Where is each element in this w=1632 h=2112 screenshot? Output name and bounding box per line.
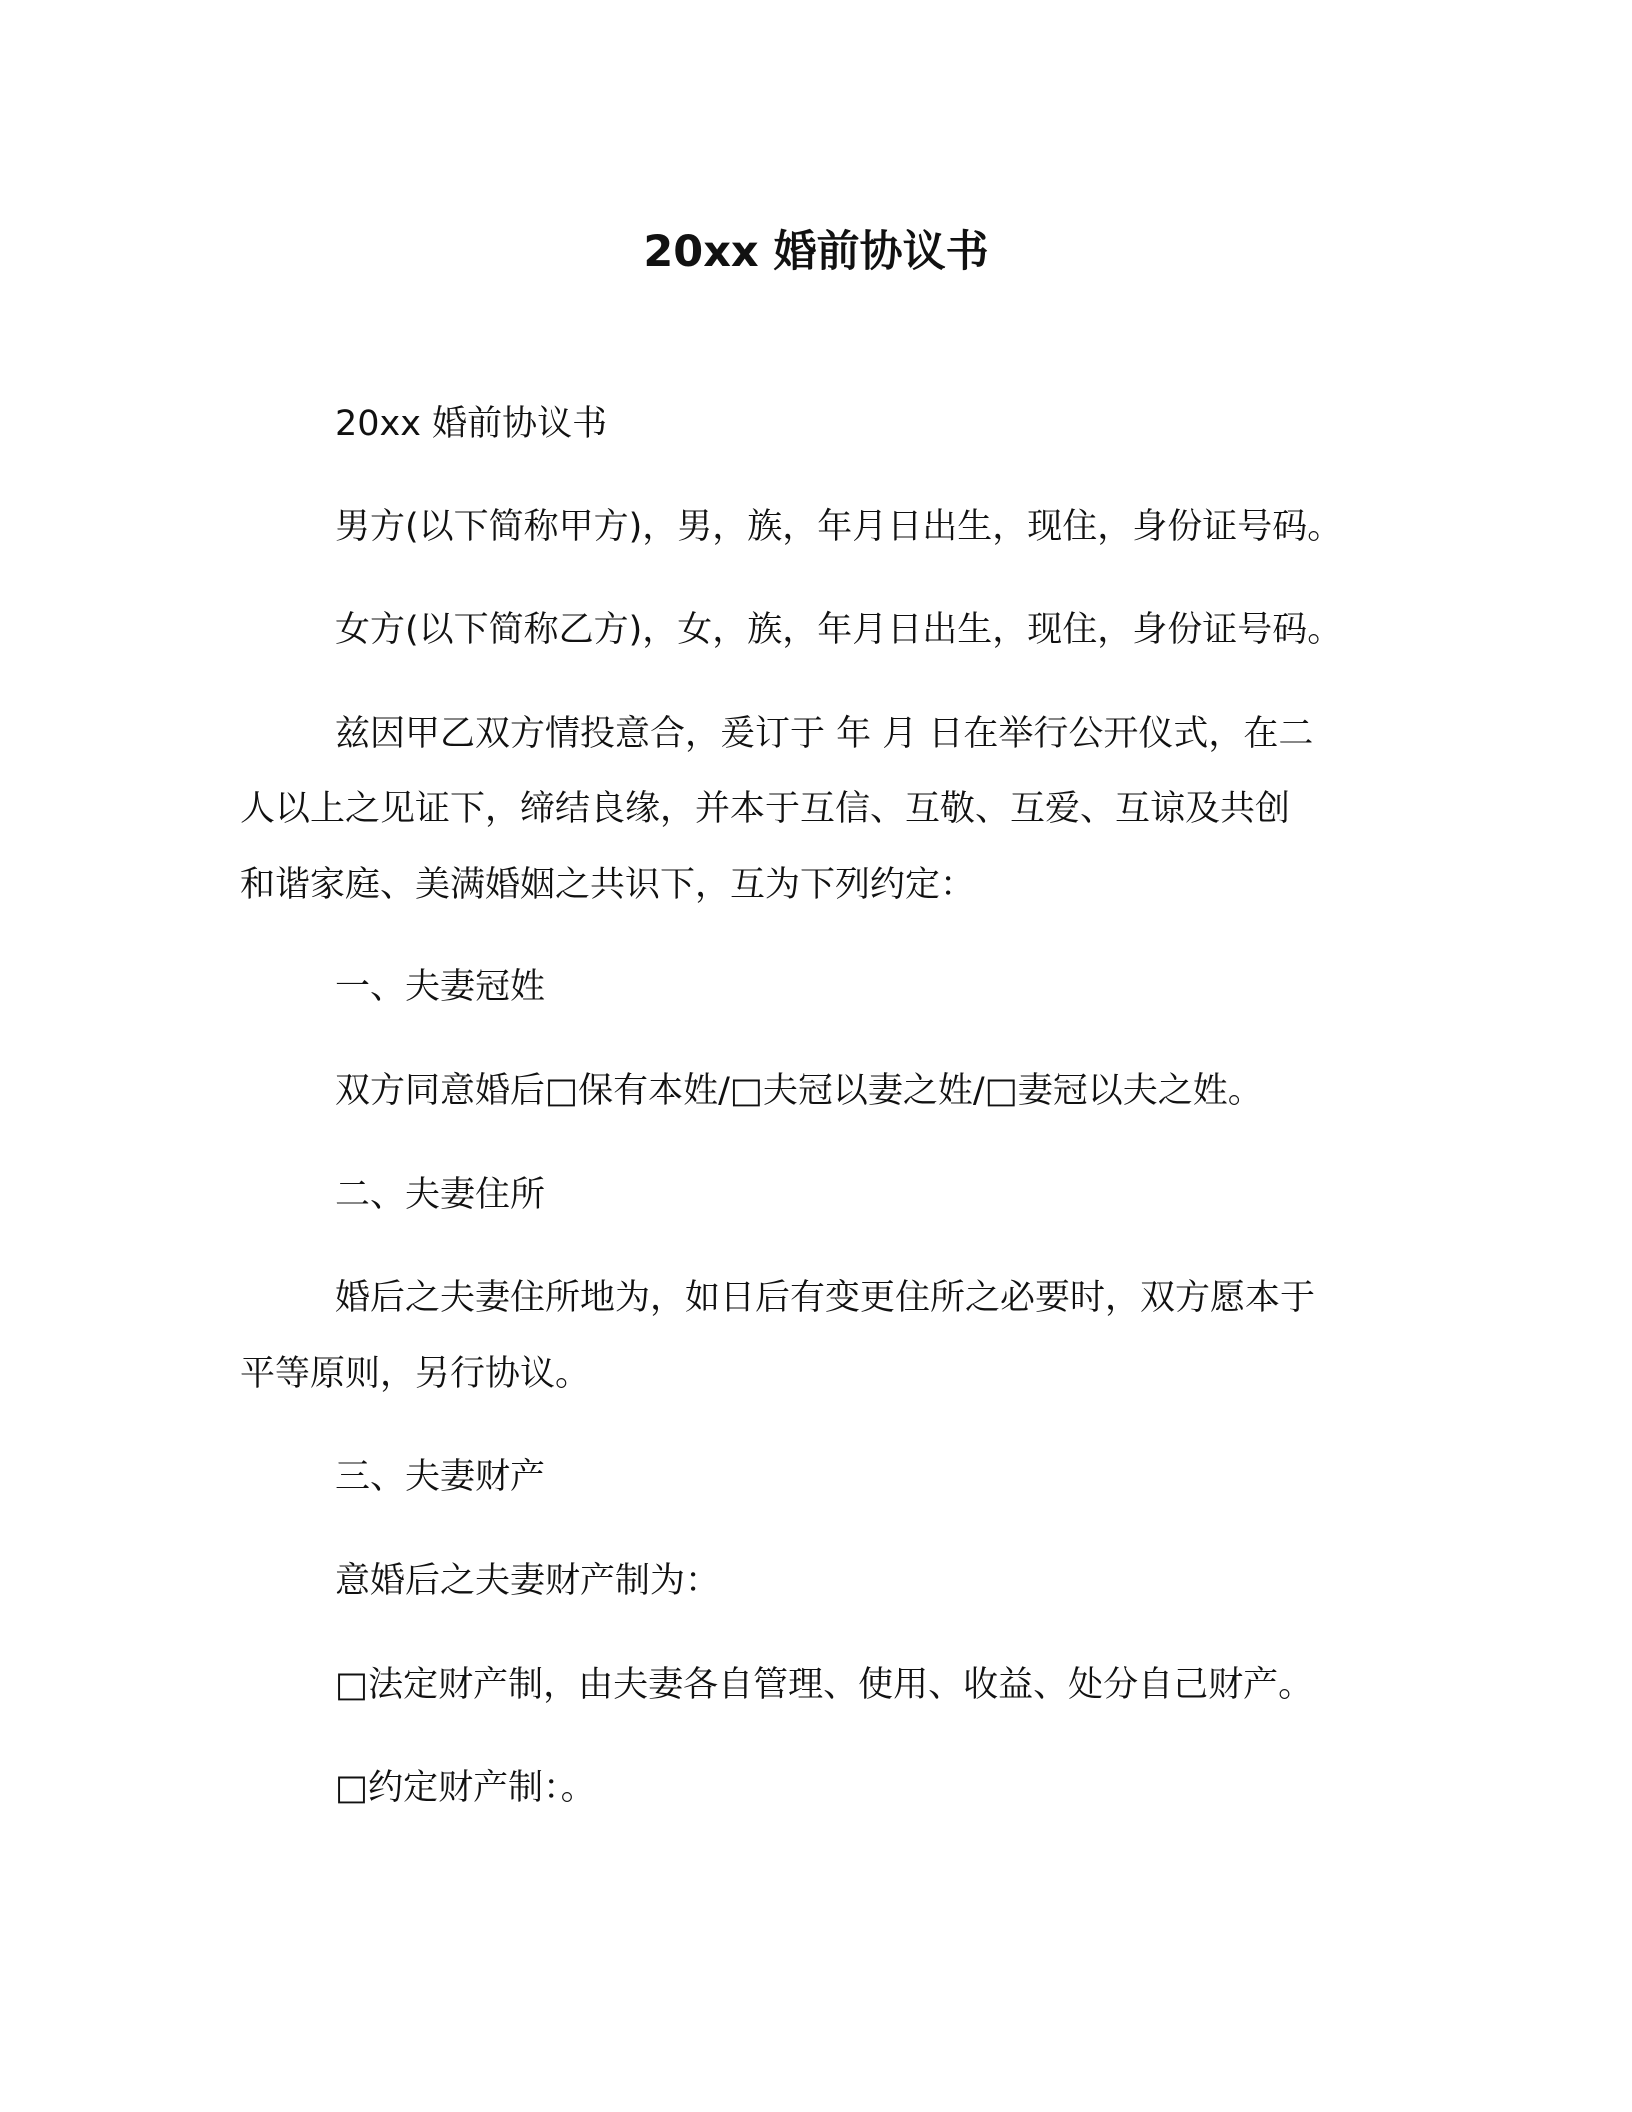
preamble-line-1: 兹因甲乙双方情投意合，爰订于 年 月 日在举行公开仪式，在二 bbox=[335, 714, 1314, 754]
property-option-agreed: □约定财产制：。 bbox=[335, 1768, 596, 1808]
section-heading-residence: 二、夫妻住所 bbox=[335, 1175, 546, 1215]
section-heading-property: 三、夫妻财产 bbox=[335, 1457, 546, 1497]
surname-clause: 双方同意婚后□保有本姓/□夫冠以妻之姓/□妻冠以夫之姓。 bbox=[335, 1071, 1263, 1111]
party-female-line: 女方(以下简称乙方)，女，族，年月日出生，现住，身份证号码。 bbox=[335, 610, 1343, 650]
party-male-line: 男方(以下简称甲方)，男，族，年月日出生，现住，身份证号码。 bbox=[335, 507, 1343, 547]
preamble-line-3: 和谐家庭、美满婚姻之共识下，互为下列约定： bbox=[240, 865, 976, 905]
residence-clause-line-1: 婚后之夫妻住所地为，如日后有变更住所之必要时，双方愿本于 bbox=[335, 1278, 1316, 1318]
preamble-line-2: 人以上之见证下，缔结良缘，并本于互信、互敬、互爱、互谅及共创 bbox=[240, 789, 1291, 829]
subtitle-line: 20xx 婚前协议书 bbox=[335, 404, 608, 444]
property-option-statutory: □法定财产制，由夫妻各自管理、使用、收益、处分自己财产。 bbox=[335, 1665, 1314, 1705]
document-title: 20xx 婚前协议书 bbox=[643, 227, 989, 277]
section-heading-surname: 一、夫妻冠姓 bbox=[335, 967, 546, 1007]
property-intro: 意婚后之夫妻财产制为： bbox=[335, 1561, 721, 1601]
residence-clause-line-2: 平等原则，另行协议。 bbox=[240, 1354, 591, 1394]
